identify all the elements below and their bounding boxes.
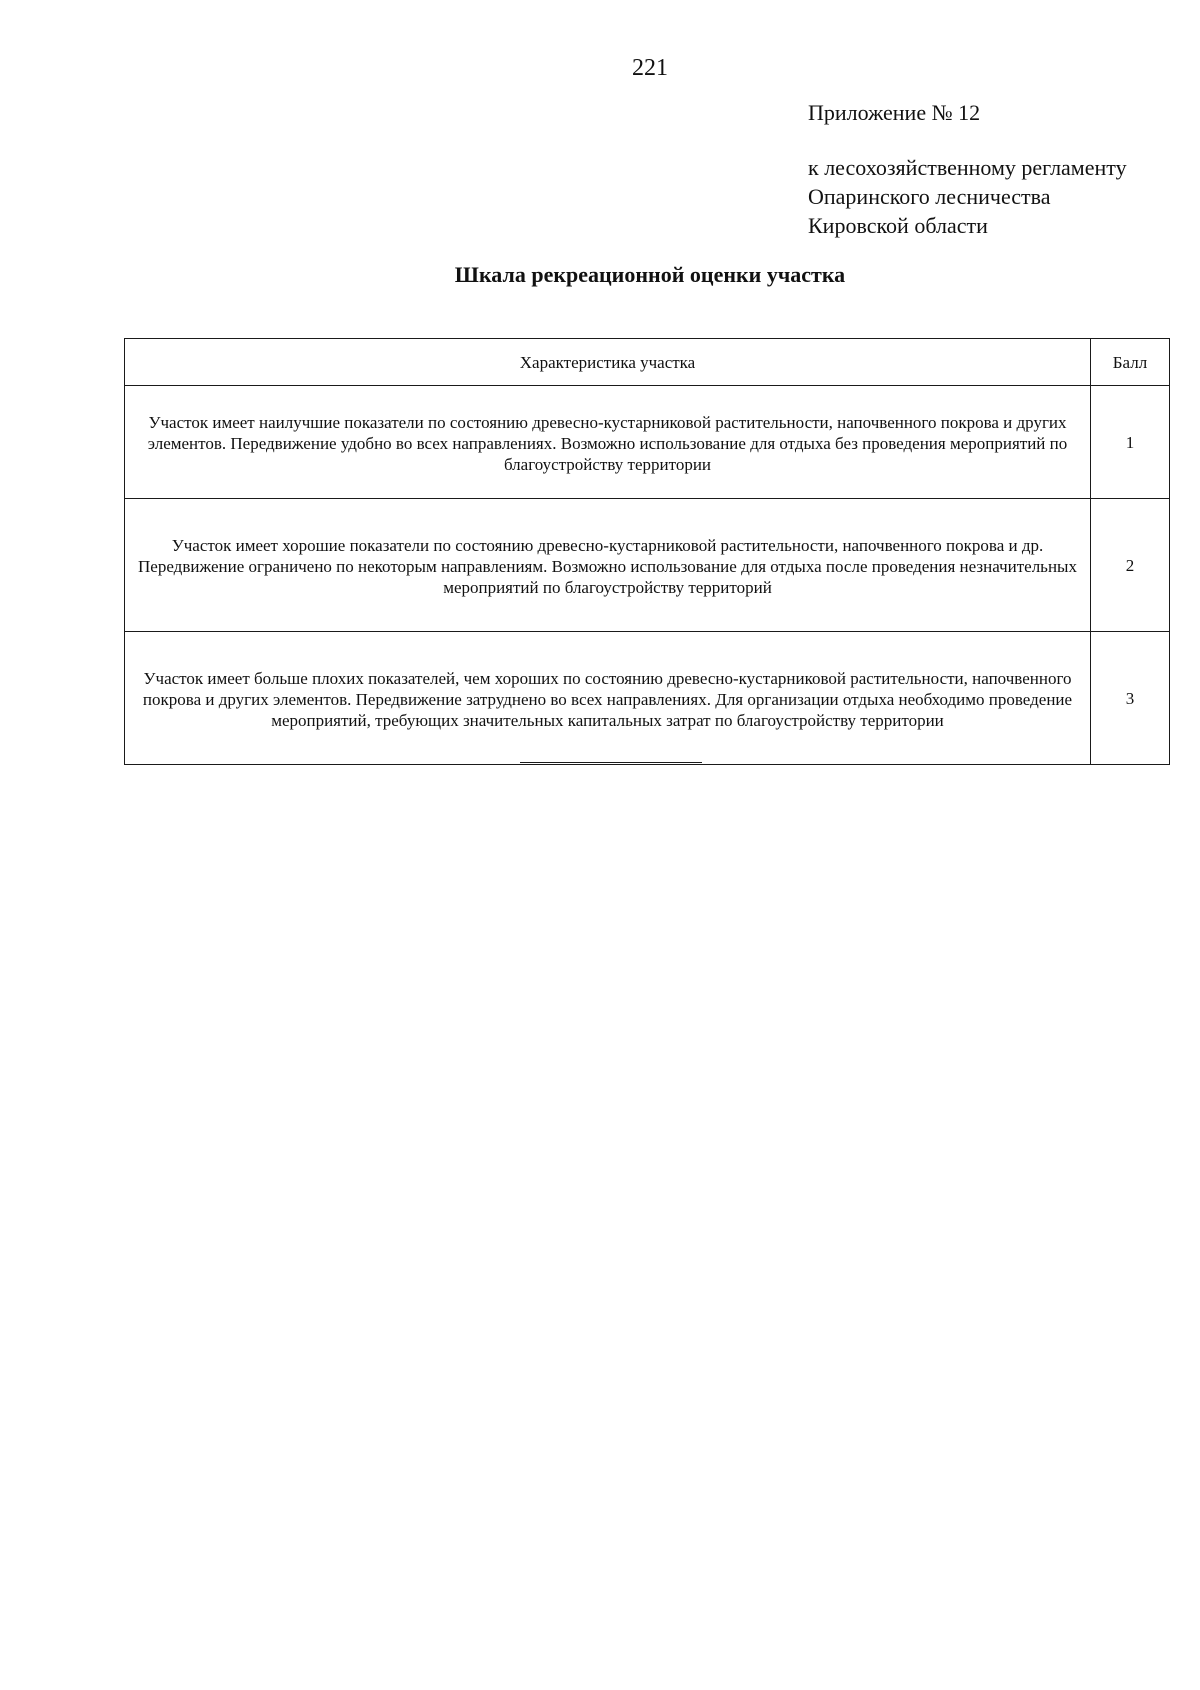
document-title: Шкала рекреационной оценки участка [454, 262, 846, 287]
end-of-document-rule [520, 762, 702, 763]
appendix-line: Кировской области [808, 213, 988, 238]
appendix-line: к лесохозяйственному регламенту [808, 155, 1127, 180]
table-row [125, 632, 1170, 765]
table-header-row [125, 339, 1170, 386]
column-header-score: Балл [1091, 339, 1170, 386]
row-score: 3 [1091, 632, 1170, 765]
appendix-subtitle [808, 153, 1127, 240]
appendix-line: Опаринского лесничества [808, 184, 1051, 209]
appendix-title: Приложение № 12 [808, 100, 981, 125]
row-description: Участок имеет больше плохих показателей, чем хороших по состоянию древесно-кустарниковой растительности, напочвенного покрова и других элементов. Передвижение затруднено во всех направлениях. Для организации отдыха необходимо проведение мероприятий, требующих значительных капитальных затрат по благоустройству территории [125, 632, 1091, 765]
row-description: Участок имеет хорошие показатели по состоянию древесно-кустарниковой растительности, напочвенного покрова и др. Передвижение ограничено по некоторым направлениям. Возможно использование для отдыха после проведения незначительных мероприятий по благоустройству территорий [125, 499, 1091, 632]
recreation-score-table [124, 338, 1170, 765]
page-number: 221 [632, 55, 668, 81]
row-description: Участок имеет наилучшие показатели по состоянию древесно-кустарниковой растительности, напочвенного покрова и других элементов. Передвижение удобно во всех направлениях. Возможно использование для отдыха без проведения мероприятий по благоустройству территории [125, 386, 1091, 499]
row-score: 2 [1091, 499, 1170, 632]
table-row [125, 499, 1170, 632]
row-score: 1 [1091, 386, 1170, 499]
column-header-description: Характеристика участка [125, 339, 1091, 386]
table-row [125, 386, 1170, 499]
